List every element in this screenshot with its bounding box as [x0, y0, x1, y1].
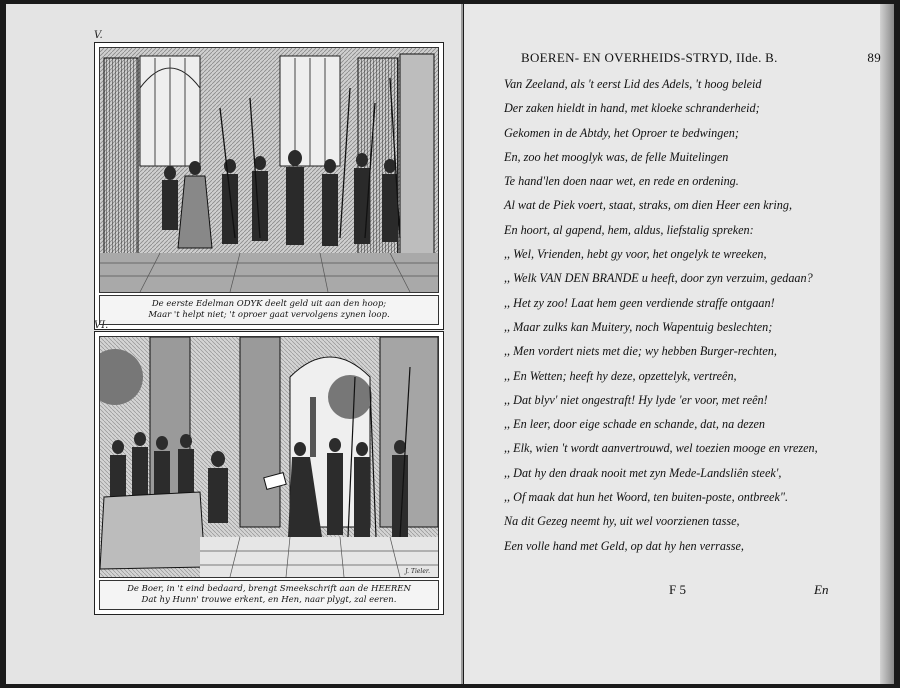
caption-line: Maar 't helpt niet; 't oproer gaat vervolgens zynen loop. [148, 310, 390, 320]
engraver-signature: J. Tieler. [405, 568, 430, 575]
verse-line: ,, Elk, wien 't wordt aanvertrouwd, wel toezien mooge en vrezen, [504, 441, 818, 456]
verse-line: Van Zeeland, als 't eerst Lid des Adels, 't hoog beleid [504, 77, 762, 91]
left-page [6, 4, 463, 684]
verse-line: ,, Het zy zoo! Laat hem geen verdiende straffe ontgaan! [504, 295, 775, 310]
verse-line: En hoort, al gapend, hem, aldus, liefstalig spreken: [504, 222, 754, 237]
verse-line: ,, En Wetten; heeft hy deze, opzettelyk, vertreên, [504, 368, 737, 383]
book-spread [6, 4, 894, 684]
verse-line: ,, Of maak dat hun het Woord, ten buiten-poste, ontbreek". [504, 490, 789, 505]
verse-line: Na dit Gezeg neemt hy, uit wel voorzienen tasse, [504, 514, 740, 529]
verse-line: ,, En leer, door eige schade en schande, dat, na dezen [504, 417, 765, 432]
verse-line: En, zoo het mooglyk was, de felle Muitelingen [504, 149, 729, 164]
engraving-hall-scene [100, 48, 438, 292]
plate-number-top: V. [94, 30, 103, 41]
running-header [521, 50, 881, 66]
verse-line: ,, Men vordert niets met die; wy hebben Burger-rechten, [504, 344, 777, 359]
plate-number-bottom: VI. [94, 320, 109, 331]
verse-line: Der zaken hieldt in hand, met kloeke schranderheid; [504, 101, 760, 116]
verse-line: Al wat de Piek voert, staat, straks, om dien Heer een kring, [504, 198, 793, 213]
engraving-image-bottom [99, 336, 439, 578]
verse-text [504, 72, 889, 558]
caption-line: Dat hy Hunn' trouwe erkent, en Hen, naar plygt, zal eeren. [141, 595, 397, 605]
verse-line: Te hand'len doen naar wet, en rede en ordening. [504, 174, 739, 189]
signature-mark: F 5 [669, 582, 686, 597]
plate-caption-top [99, 295, 439, 325]
plate-caption-bottom [99, 580, 439, 610]
right-page [464, 4, 894, 684]
verse-line: Een volle hand met Geld, op dat hy hen verrasse, [504, 538, 744, 553]
verse-line: ,, Maar zulks kan Muitery, noch Wapentuig beslechten; [504, 319, 773, 334]
engraving-image-top [99, 47, 439, 293]
caption-line: De eerste Edelman ODYK deelt geld uit aan den hoop; [151, 299, 387, 309]
caption-line: De Boer, in 't eind bedaard, brengt Smeekschrift aan de HEEREN [127, 584, 411, 594]
catchword: En [814, 582, 829, 597]
verse-line: ,, Dat hy den draak nooit met zyn Mede-Landsliên steek', [504, 465, 782, 480]
verse-line: ,, Welk VAN DEN BRANDE u heeft, door zyn verzuim, gedaan? [504, 271, 813, 286]
verse-line: ,, Dat blyv' niet ongestraft! Hy lyde 'er voor, met reên! [504, 392, 768, 407]
engraving-plate-bottom [94, 331, 444, 615]
page-number: 89 [867, 50, 881, 65]
running-title: BOEREN- EN OVERHEIDS-STRYD, IIde. B. [521, 50, 778, 65]
engraving-plate-top [94, 42, 444, 330]
verse-line: ,, Wel, Vrienden, hebt gy voor, het ongelyk te wreeken, [504, 247, 767, 262]
engraving-petition-scene [100, 337, 438, 577]
verse-line: Gekomen in de Abtdy, het Oproer te bedwingen; [504, 125, 739, 140]
